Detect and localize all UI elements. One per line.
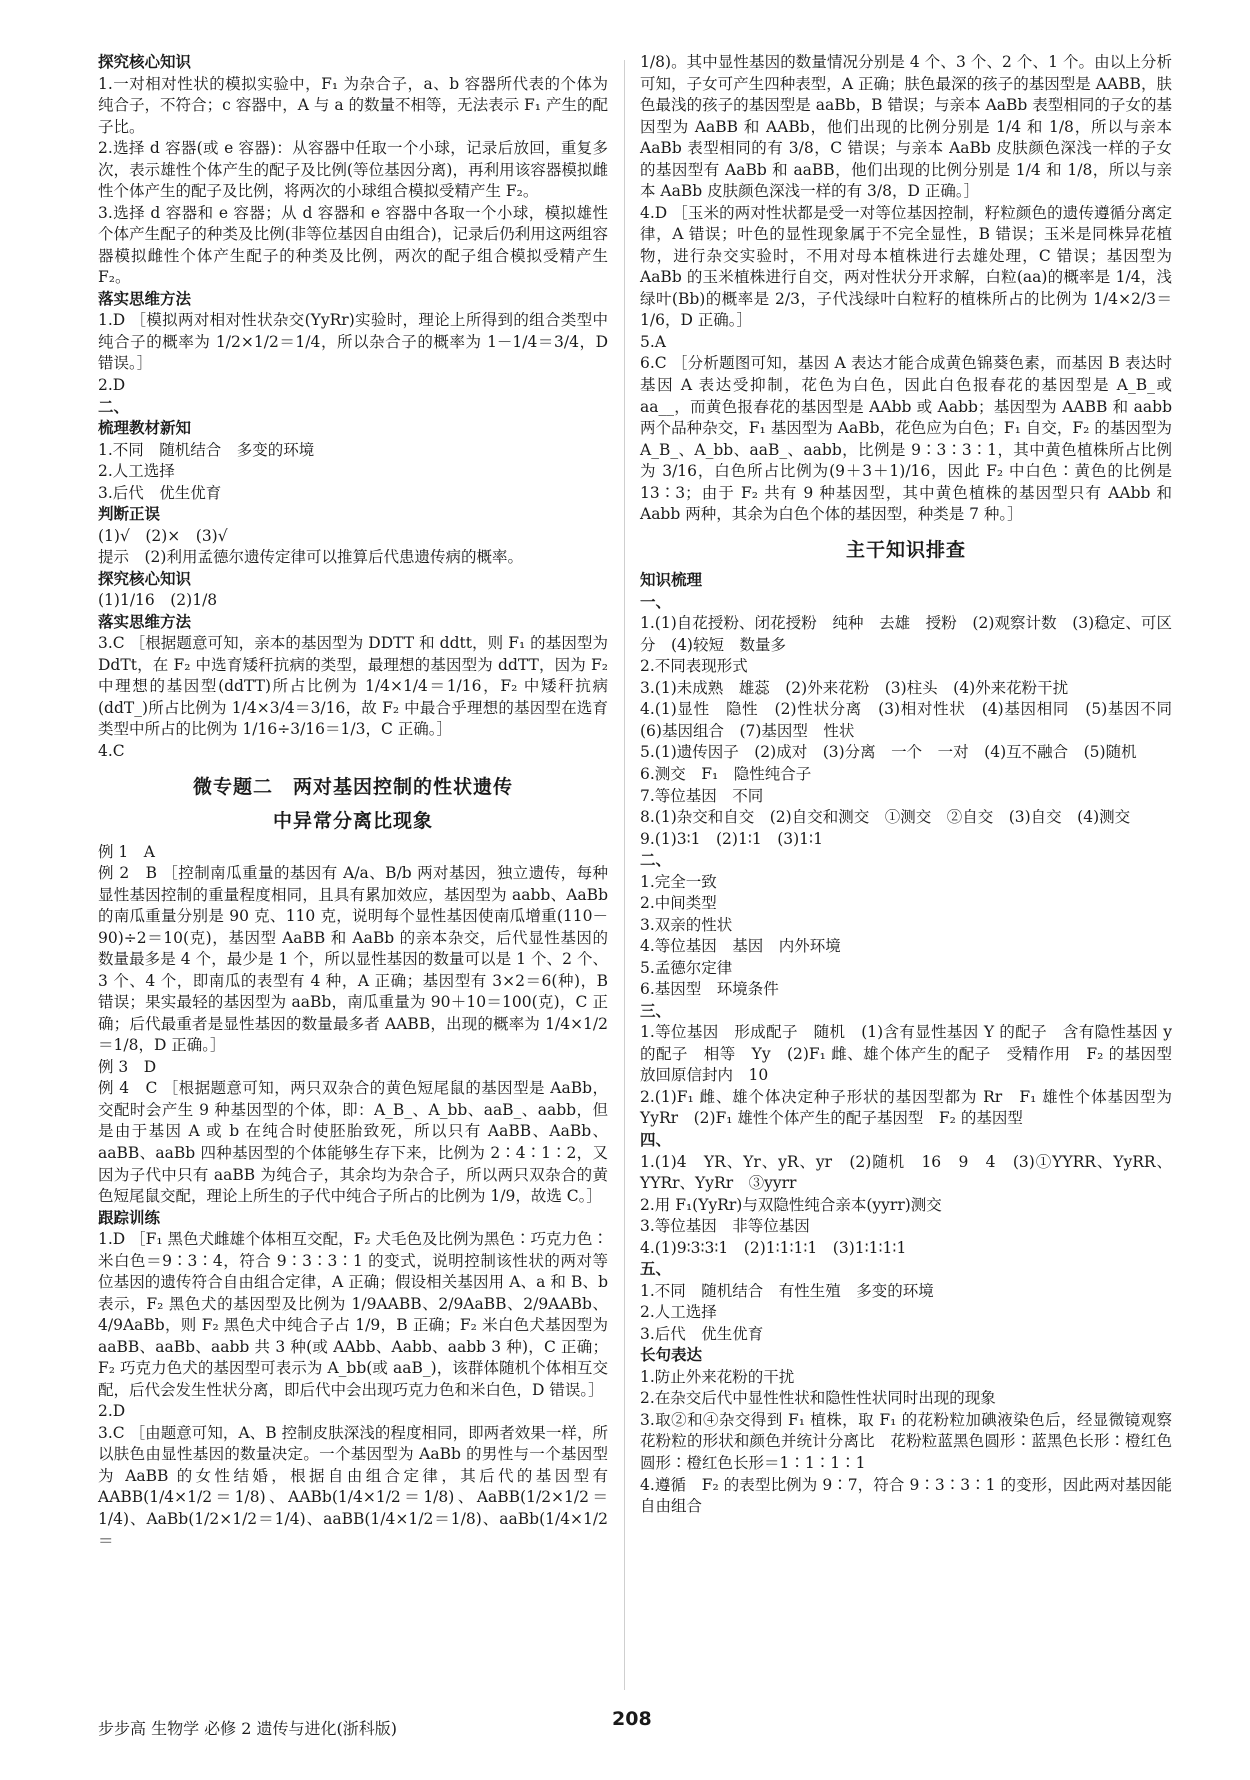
text-line: (1)√ (2)× (3)√ xyxy=(98,526,228,545)
text-line: 5.(1)遗传因子 (2)成对 (3)分离 一个 一对 (4)互不融合 (5)随机 xyxy=(640,743,1137,762)
text-line: 2.人工选择 xyxy=(640,1303,717,1322)
text-line: 1.不同 随机结合 多变的环境 xyxy=(98,440,315,459)
text-line: 1.(1)4 YR、Yr、yR、yr (2)随机 16 9 4 (3)①YYRR、YyRR、YYRr、YyRr ③yyrr xyxy=(640,1152,1172,1193)
section-heading: 判断正误 xyxy=(98,505,161,524)
text-line: 1.一对相对性状的模拟实验中，F₁ 为杂合子，a、b 容器所代表的个体为纯合子，不符合；c 容器中，A 与 a 的数量不相等，无法表示 F₁ 产生的配子比。 xyxy=(98,74,608,136)
section-heading: 五、 xyxy=(640,1260,672,1279)
text-line: 4.(1)显性 隐性 (2)性状分离 (3)相对性状 (4)基因相同 (5)基因不同 (6)基因组合 (7)基因型 性状 xyxy=(640,700,1188,740)
text-line: 2.选择 d 容器(或 e 容器)：从容器中任取一个小球，记录后放回，重复多次，表示雄性个体产生的配子及比例(等位基因分离)，再利用该容器模拟雌性个体产生的配子及比例，将两次的小球组合模拟受精产生 F₂。 xyxy=(98,139,608,201)
right-column xyxy=(640,52,1188,1518)
section-heading: 二、 xyxy=(640,851,672,870)
text-line: 2.不同表现形式 xyxy=(640,657,748,676)
text-line: 3.选择 d 容器和 e 容器；从 d 容器和 e 容器中各取一个小球，模拟雄性个体产生配子的种类及比例(非等位基因自由组合)，记录后仍利用这两组容器模拟雌性个体产生配子的种类及比例，两次的配子组合模拟受精产生 F₂。 xyxy=(98,203,608,287)
text-line: (1)1/16 (2)1/8 xyxy=(98,591,218,610)
text-line: 2.用 F₁(YyRr)与双隐性纯合亲本(yyrr)测交 xyxy=(640,1195,942,1214)
text-line: 1.D ［模拟两对相对性状杂交(YyRr)实验时，理论上所得到的组合类型中纯合子的概率为 1/2×1/2＝1/4，所以杂合子的概率为 1－1/4＝3/4，D 错误。］ xyxy=(98,311,608,373)
text-line: 1.等位基因 形成配子 随机 (1)含有显性基因 Y 的配子 含有隐性基因 y 的配子 相等 Yy (2)F₁ 雌、雄个体产生的配子 受精作用 F₂ 的基因型 放回原信封内 10 xyxy=(640,1023,1188,1085)
text-line: 4.C xyxy=(98,742,125,760)
text-line: 提示 (2)利用孟德尔遗传定律可以推算后代患遗传病的概率。 xyxy=(98,548,523,567)
text-line: 4.(1)9∶3∶3∶1 (2)1∶1∶1∶1 (3)1∶1∶1∶1 xyxy=(640,1238,907,1257)
text-line: 5.孟德尔定律 xyxy=(640,958,733,977)
text-line: 4.等位基因 基因 内外环境 xyxy=(640,937,841,956)
section-heading: 跟踪训练 xyxy=(98,1208,161,1227)
section-title: 主干知识排查 xyxy=(845,538,966,561)
text-line: 2.在杂交后代中显性性状和隐性性状同时出现的现象 xyxy=(640,1389,996,1408)
text-line: 3.取②和④杂交得到 F₁ 植株，取 F₁ 的花粉粒加碘液染色后，经显微镜观察花粉粒的形状和颜色并统计分离比 花粉粒蓝黑色圆形∶蓝黑色长形∶橙红色圆形∶橙红色长形＝1∶1∶1∶1 xyxy=(640,1410,1172,1472)
text-line: 3.双亲的性状 xyxy=(640,915,733,934)
section-heading: 二、 xyxy=(98,397,130,416)
text-line: 7.等位基因 不同 xyxy=(640,786,764,805)
text-line: 1.D ［F₁ 黑色犬雌雄个体相互交配，F₂ 犬毛色及比例为黑色∶巧克力色∶米白色＝9∶3∶4，符合 9∶3∶3∶1 的变式，说明控制该性状的两对等位基因的遗传符合自由组合定律，A 正确；假设相关基因用 A、a 和 B、b 表示，F₂ 黑色犬的基因型及比例为 1/9AABB、2/9AaBB、2/9AABb、4/9AaBb，则 F₂ 黑色犬中纯合子占 1/9，B 正确；F₂ 米白色犬基因型为 aaBB、aaBb、aabb 共 3 种(或 AAbb、Aabb、aabb 3 种)，C 正确；F₂ 巧克力色犬的基因型可表示为 A_bb(或 aaB_)，该群体随机个体相互交配，后代会发生性状分离，即后代中会出现巧克力色和米白色，D 错误。］ xyxy=(98,1230,608,1399)
text-line: 3.后代 优生优育 xyxy=(98,483,222,502)
section-heading: 长句表达 xyxy=(640,1346,703,1365)
text-line: 3.等位基因 非等位基因 xyxy=(640,1217,810,1236)
column-divider xyxy=(624,60,625,1690)
text-line: 6.测交 F₁ 隐性纯合子 xyxy=(640,764,812,783)
text-line: 3.C ［由题意可知，A、B 控制皮肤深浅的程度相同，即两者效果一样，所以肤色由显性基因的数量决定。一个基因型为 AaBb 的男性与一个基因型为 AaBB 的女性结婚，根据自由组合定律，其后代的基因型有 AABB(1/4×1/2＝1/8)、AABb(1/4×1/2＝1/8)、AaBB(1/2×1/2＝1/4)、AaBb(1/2×1/2＝1/4)、aaBB(1/4×1/2＝1/8)、aaBb(1/4×1/2＝ xyxy=(98,1423,608,1550)
text-line: 3.(1)未成熟 雄蕊 (2)外来花粉 (3)柱头 (4)外来花粉干扰 xyxy=(640,678,1069,697)
section-heading: 一、 xyxy=(640,592,672,611)
text-line: 4.D ［玉米的两对性状都是受一对等位基因控制，籽粒颜色的遗传遵循分离定律，A 错误；叶色的显性现象属于不完全显性，B 错误；玉米是同株异花植物，进行杂交实验时，不用对母本植株进行去雄处理，C 错误；基因型为 AaBb 的玉米植株进行自交，两对性状分开求解，白粒(aa)的概率是 1/4，浅绿叶(Bb)的概率是 2/3，子代浅绿叶白粒籽的植株所占的比例为 1/4×2/3＝1/6，D 正确。］ xyxy=(640,203,1172,330)
text-line: 1.防止外来花粉的干扰 xyxy=(640,1367,795,1386)
text-line: 4.遵循 F₂ 的表型比例为 9∶7，符合 9∶3∶3∶1 的变形，因此两对基因能自由组合 xyxy=(640,1475,1172,1516)
text-line: 2.D xyxy=(98,375,126,394)
section-heading: 探究核心知识 xyxy=(98,569,192,588)
section-heading: 落实思维方法 xyxy=(98,612,192,631)
text-line: 6.基因型 环境条件 xyxy=(640,980,779,999)
text-line: 2.D xyxy=(98,1402,126,1421)
text-line: 1.完全一致 xyxy=(640,872,717,891)
section-title: 微专题二 两对基因控制的性状遗传 xyxy=(192,775,513,798)
text-line: 1.(1)自花授粉、闭花授粉 纯种 去雄 授粉 (2)观察计数 (3)稳定、可区分 (4)较短 数量多 xyxy=(640,614,1172,654)
section-heading: 梳理教材新知 xyxy=(98,419,192,438)
section-heading: 探究核心知识 xyxy=(98,53,192,71)
text-line: 1.不同 随机结合 有性生殖 多变的环境 xyxy=(640,1281,934,1300)
text-line: 2.(1)F₁ 雌、雄个体决定种子形状的基因型都为 Rr F₁ 雄性个体基因型为 YyRr (2)F₁ 雄性个体产生的配子基因型 F₂ 的基因型 xyxy=(640,1087,1172,1128)
section-title: 中异常分离比现象 xyxy=(272,810,433,833)
book-title: 步步高 生物学 必修 2 遗传与进化(浙科版) xyxy=(98,1719,398,1738)
left-column xyxy=(98,52,608,1552)
section-heading: 知识梳理 xyxy=(640,571,703,590)
text-line: 6.C ［分析题图可知，基因 A 表达才能合成黄色锦葵色素，而基因 B 表达时基因 A 表达受抑制，花色为白色，因此白色报春花的基因型是 A_B_或 aa__，而黄色报春花的基因型是 AAbb 或 Aabb；基因型为 AABB 和 aabb 两个品种杂交，F₁ 基因型为 AaBb，花色应为白色；F₁ 自交，F₂ 的基因型为 A_B_、A_bb、aaB_、aabb，比例是 9∶3∶3∶1，其中黄色植株所占比例为 3/16，白色所占比例为(9＋3＋1)/16，因此 F₂ 中白色∶黄色的比例是 13∶3；由于 F₂ 共有 9 种基因型，其中黄色植株的基因型只有 AAbb 和 Aabb 两种，其余为白色个体的基因型，种类是 7 种。］ xyxy=(640,354,1172,524)
text-line: 9.(1)3∶1 (2)1∶1 (3)1∶1 xyxy=(640,829,823,848)
text-line: 1/8)。其中显性基因的数量情况分别是 4 个、3 个、2 个、1 个。由以上分析可知，子女可产生四种表型，A 正确；肤色最深的孩子的基因型是 AABB，肤色最浅的孩子的基因型是 aaBb，B 错误；与亲本 AaBb 表型相同的子女的基因型为 AaBB 和 AABb，他们出现的比例分别是 1/4 和 1/8，所以与亲本 AaBb 表型相同的有 3/8，C 错误；与亲本 AaBb 皮肤颜色深浅一样的子女的基因型有 AaBb 和 aaBB，他们出现的比例分别是 1/4 和 1/8，所以与亲本 AaBb 皮肤颜色深浅一样的有 3/8，D 正确。］ xyxy=(640,53,1172,201)
text-line: 例 4 C ［根据题意可知，两只双杂合的黄色短尾鼠的基因型是 AaBb，交配时会产生 9 种基因型的个体，即：A_B_、A_bb、aaB_、aabb，但是由于基因 A 或 b 在纯合时使胚胎致死，所以只有 AaBB、AaBb、aaBB、aaBb 四种基因型的个体能够生存下来，比例为 2∶4∶1∶2，又因为子代中只有 aaBB 为纯合子，其余均为杂合子，所以两只双杂合的黄色短尾鼠交配，理论上所生的子代中纯合子所占的比例为 1/9，故选 C。］ xyxy=(98,1079,608,1206)
text-line: 3.后代 优生优育 xyxy=(640,1324,764,1343)
text-line: 2.中间类型 xyxy=(640,894,717,913)
section-heading: 四、 xyxy=(640,1131,672,1149)
section-heading: 三、 xyxy=(640,1001,672,1020)
text-line: 8.(1)杂交和自交 (2)自交和测交 ①测交 ②自交 (3)自交 (4)测交 xyxy=(640,808,1131,827)
text-line: 5.A xyxy=(640,332,666,351)
text-line: 例 3 D xyxy=(98,1057,157,1076)
text-line: 3.C ［根据题意可知，亲本的基因型为 DDTT 和 ddtt，则 F₁ 的基因型为 DdTt，在 F₂ 中选育矮秆抗病的类型，最理想的基因型为 ddTT，因为 F₂ 中理想的基因型(ddTT)所占比例为 1/4×1/4＝1/16，F₂ 中矮秆抗病(ddT_)所占比例为 1/4×3/4＝3/16，故 F₂ 中最合乎理想的基因型在选育类型中所占的比例为 1/16÷3/16＝1/3，C 正确。］ xyxy=(98,634,608,739)
text-line: 例 2 B ［控制南瓜重量的基因有 A/a、B/b 两对基因，独立遗传，每种显性基因控制的重量程度相同，且具有累加效应，基因型为 aabb、AaBb 的南瓜重量分别是 90 克、110 克，说明每个显性基因使南瓜增重(110－90)÷2＝10(克)，基因型 AaBB 和 AaBb 的亲本杂交，后代显性基因的数量最多是 4 个，最少是 1 个，所以显性基因的数量可以是 1 个、2 个、3 个、4 个，即南瓜的表型有 4 种，A 正确；基因型有 3×2＝6(种)，B 错误；果实最轻的基因型为 aaBb，南瓜重量为 90＋10＝100(克)，C 正确；后代最重者是显性基因的数量最多者 AABB，出现的概率为 1/4×1/2＝1/8，D 正确。］ xyxy=(98,864,608,1055)
page-number: 208 xyxy=(612,1708,652,1730)
text-line: 例 1 A xyxy=(98,842,155,861)
section-heading: 落实思维方法 xyxy=(98,289,192,308)
text-line: 2.人工选择 xyxy=(98,462,175,481)
